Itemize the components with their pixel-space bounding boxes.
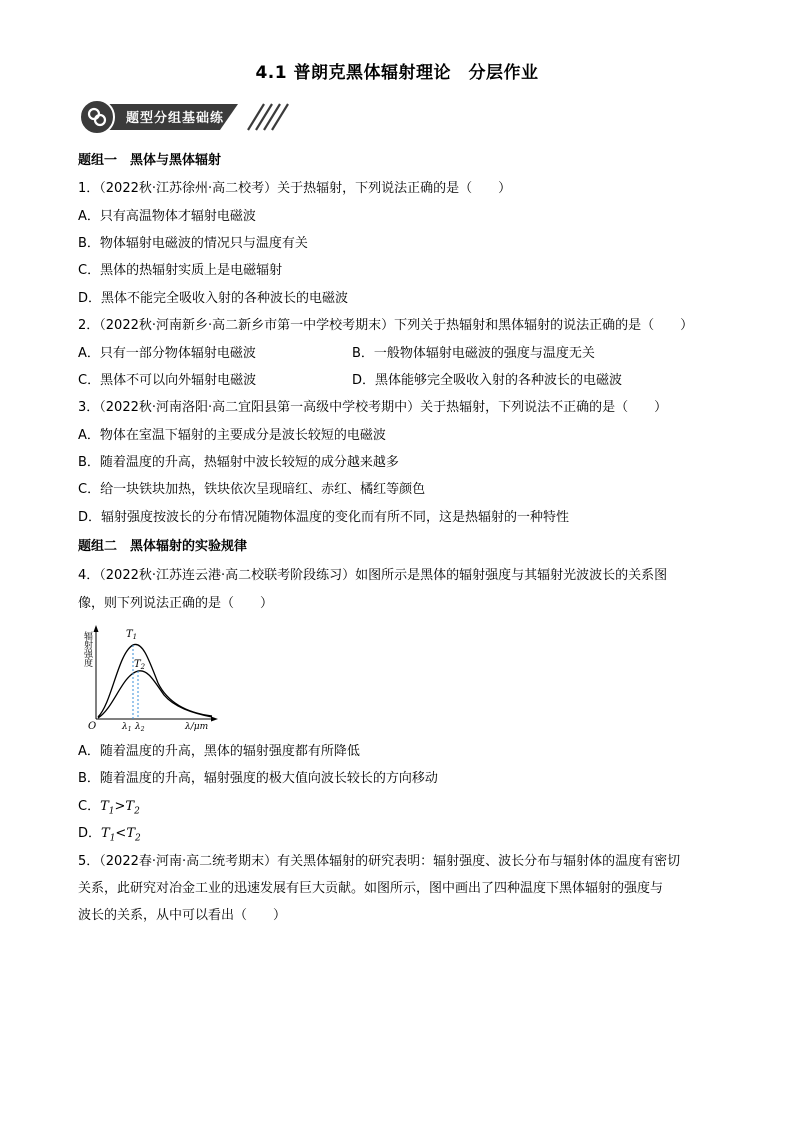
option-b: B．一般物体辐射电磁波的强度与温度无关 — [352, 346, 595, 361]
question-stem-cont: 波长的关系，从中可以看出（ ） — [78, 908, 287, 923]
banner-label: 题型分组基础练 — [126, 111, 225, 126]
option-c-prefix: C． — [78, 799, 101, 814]
t1-symbol: $T_1$ — [101, 826, 116, 844]
option-a: A．只有高温物体才辐射电磁波 — [78, 209, 256, 224]
group-heading: 题组二 黑体辐射的实验规律 — [78, 539, 248, 554]
x-axis-arrow — [211, 717, 218, 722]
t2-label: $T_2$ — [134, 659, 146, 671]
question-stem: 5．（2022春·河南·高二统考期末）有关黑体辐射的研究表明：辐射强度、波长分布与辐射体的温度有密切 — [78, 854, 681, 869]
radiation-chart — [78, 623, 218, 733]
curve-t1 — [98, 644, 212, 717]
t1-symbol: $T_1$ — [100, 799, 115, 817]
y-axis-label: 辐射强度 — [82, 631, 92, 667]
t2-symbol: $T_2$ — [125, 799, 140, 817]
t1-label: $T_1$ — [126, 629, 138, 641]
t2-symbol: $T_2$ — [126, 826, 141, 844]
question-stem: 2．（2022秋·河南新乡·高二新乡市第一中学校考期末）下列关于热辐射和黑体辐射的说法正确的是（ ） — [78, 318, 694, 333]
question-stem: 1．（2022秋·江苏徐州·高二校考）关于热辐射，下列说法正确的是（ ） — [78, 181, 512, 196]
option-d: D．辐射强度按波长的分布情况随物体温度的变化而有所不同，这是热辐射的一种特性 — [78, 510, 570, 525]
question-stem: 4．（2022秋·江苏连云港·高二校联考阶段练习）如图所示是黑体的辐射强度与其辐射光波波长的关系图 — [78, 568, 668, 583]
option-a: A．只有一部分物体辐射电磁波 — [78, 346, 256, 361]
question-stem: 3．（2022秋·河南洛阳·高二宜阳县第一高级中学校考期中）关于热辐射，下列说法不正确的是（ ） — [78, 400, 668, 415]
option-d — [78, 825, 141, 848]
option-b: B．随着温度的升高，辐射强度的极大值向波长较长的方向移动 — [78, 771, 438, 786]
origin-label: O — [88, 721, 97, 732]
question-stem-cont: 像，则下列说法正确的是（ ） — [78, 596, 274, 611]
option-c: C．黑体的热辐射实质上是电磁辐射 — [78, 263, 283, 278]
option-c: C．黑体不可以向外辐射电磁波 — [78, 373, 257, 388]
option-d: D．黑体能够完全吸收入射的各种波长的电磁波 — [352, 373, 623, 388]
option-b: B．随着温度的升高，热辐射中波长较短的成分越来越多 — [78, 455, 399, 470]
gt-sign: > — [114, 799, 126, 814]
option-d-prefix: D． — [78, 826, 102, 841]
option-c — [78, 798, 140, 821]
y-axis-arrow — [94, 625, 99, 632]
x-axis-label: λ/μm — [185, 722, 209, 732]
question-stem-cont: 关系，此研究对冶金工业的迅速发展有巨大贡献。如图所示，图中画出了四种温度下黑体辐射的强度与 — [78, 881, 664, 896]
group-heading: 题组一 黑体与黑体辐射 — [78, 153, 222, 168]
option-d: D．黑体不能完全吸收入射的各种波长的电磁波 — [78, 291, 349, 306]
lambda1-label: $\lambda_1$ — [122, 722, 132, 733]
option-b: B．物体辐射电磁波的情况只与温度有关 — [78, 236, 308, 251]
lt-sign: < — [115, 826, 127, 841]
lambda2-label: $\lambda_2$ — [135, 722, 145, 733]
option-a: A．物体在室温下辐射的主要成分是波长较短的电磁波 — [78, 428, 386, 443]
option-c: C．给一块铁块加热，铁块依次呈现暗红、赤红、橘红等颜色 — [78, 482, 426, 497]
option-a: A．随着温度的升高，黑体的辐射强度都有所降低 — [78, 744, 360, 759]
page-title: 4.1 普朗克黑体辐射理论 分层作业 — [255, 63, 539, 83]
